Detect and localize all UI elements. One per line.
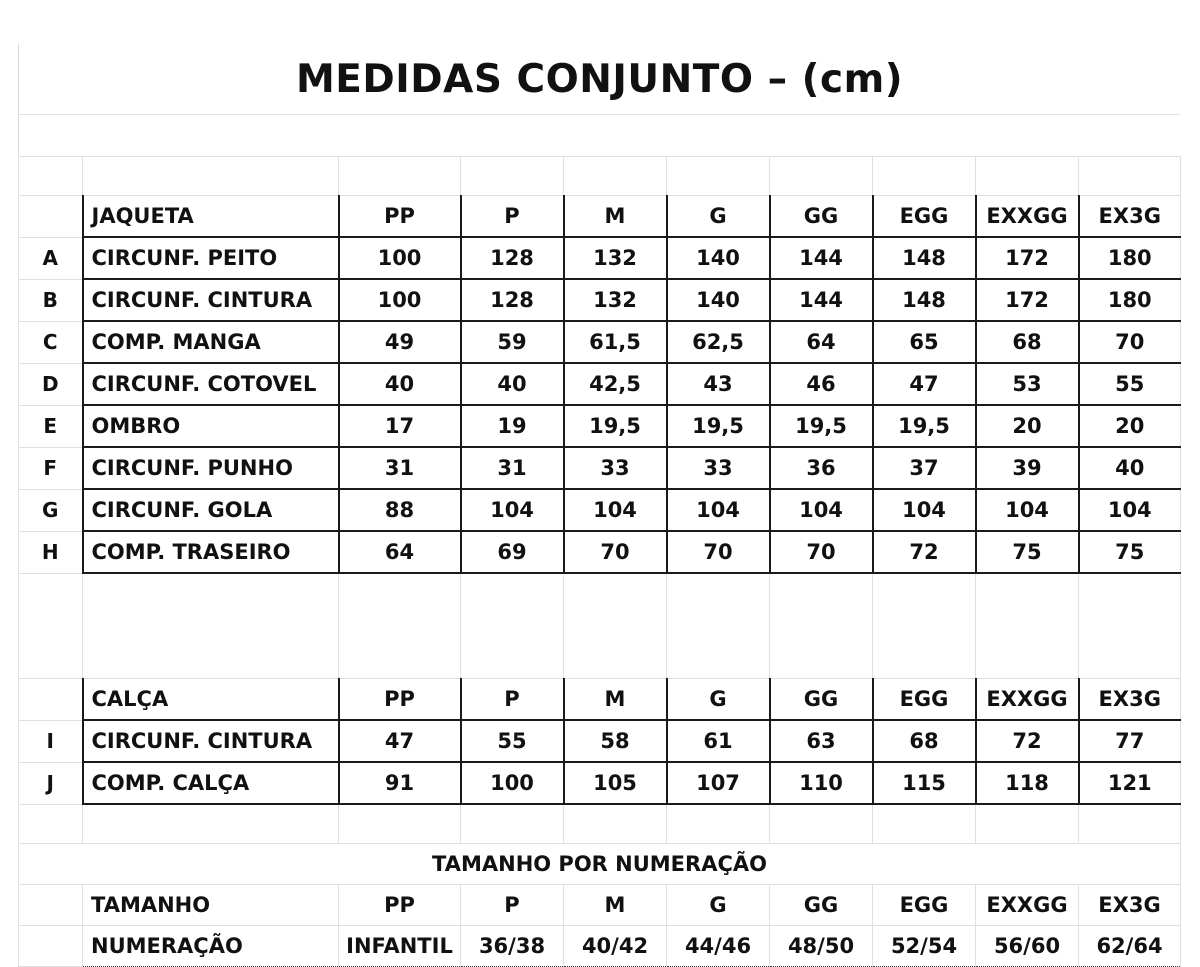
measure-value: 172 (976, 279, 1079, 321)
measure-value: 140 (667, 237, 770, 279)
empty-cell (19, 157, 83, 196)
letter-cell (19, 679, 83, 721)
measure-value: 17 (339, 405, 461, 447)
empty-cell (19, 804, 83, 844)
row-letter: I (19, 720, 83, 762)
measure-value: 128 (461, 237, 564, 279)
measure-value: 70 (1079, 321, 1181, 363)
table-row (19, 405, 1181, 447)
numeracao-value: 44/46 (667, 926, 770, 967)
empty-cell (564, 573, 667, 679)
size-table (18, 156, 1181, 967)
tamanho-value: EXXGG (976, 885, 1079, 926)
empty-cell (461, 804, 564, 844)
numeracao-value: 40/42 (564, 926, 667, 967)
row-letter: C (19, 321, 83, 363)
row-letter: A (19, 237, 83, 279)
size-header-gg: GG (770, 196, 873, 238)
size-header-ex3g: EX3G (1079, 196, 1181, 238)
measure-label: CIRCUNF. PUNHO (83, 447, 339, 489)
measure-value: 33 (667, 447, 770, 489)
size-header-egg: EGG (873, 196, 976, 238)
table-row (19, 237, 1181, 279)
measure-value: 91 (339, 762, 461, 804)
measure-value: 40 (461, 363, 564, 405)
calca-header-label: CALÇA (83, 679, 339, 721)
measure-value: 37 (873, 447, 976, 489)
measure-value: 72 (873, 531, 976, 573)
empty-cell (83, 157, 339, 196)
measure-value: 19,5 (667, 405, 770, 447)
measure-value: 20 (976, 405, 1079, 447)
measure-value: 69 (461, 531, 564, 573)
row-letter: B (19, 279, 83, 321)
measure-value: 105 (564, 762, 667, 804)
table-row (19, 363, 1181, 405)
measure-value: 128 (461, 279, 564, 321)
tamanho-value: PP (339, 885, 461, 926)
measure-value: 140 (667, 279, 770, 321)
table-row (19, 447, 1181, 489)
numeracao-value: 36/38 (461, 926, 564, 967)
measure-value: 62,5 (667, 321, 770, 363)
empty-cell (770, 573, 873, 679)
size-header-pp: PP (339, 196, 461, 238)
letter-cell (19, 196, 83, 238)
size-header-exxgg: EXXGG (976, 196, 1079, 238)
measure-value: 70 (564, 531, 667, 573)
measure-value: 49 (339, 321, 461, 363)
measure-value: 104 (564, 489, 667, 531)
measure-value: 36 (770, 447, 873, 489)
table-row (19, 279, 1181, 321)
tamanho-value: GG (770, 885, 873, 926)
size-header-p: P (461, 679, 564, 721)
measure-value: 121 (1079, 762, 1181, 804)
measure-value: 61,5 (564, 321, 667, 363)
jaqueta-header-row (19, 196, 1181, 238)
empty-cell (976, 804, 1079, 844)
tamanho-label: TAMANHO (83, 885, 339, 926)
empty-cell (83, 573, 339, 679)
measure-value: 68 (976, 321, 1079, 363)
numeracao-value: INFANTIL (339, 926, 461, 967)
measure-value: 172 (976, 237, 1079, 279)
row-letter: E (19, 405, 83, 447)
tamanho-value: G (667, 885, 770, 926)
measure-value: 107 (667, 762, 770, 804)
row-letter: F (19, 447, 83, 489)
size-header-g: G (667, 196, 770, 238)
empty-cell (1079, 804, 1181, 844)
row-letter: G (19, 489, 83, 531)
table-row (19, 489, 1181, 531)
table-row (19, 762, 1181, 804)
measure-value: 144 (770, 237, 873, 279)
measure-value: 70 (667, 531, 770, 573)
measure-value: 31 (461, 447, 564, 489)
measure-value: 68 (873, 720, 976, 762)
numeracao-section-title: TAMANHO POR NUMERAÇÃO (19, 844, 1181, 885)
size-header-p: P (461, 196, 564, 238)
empty-cell (83, 804, 339, 844)
measure-label: CIRCUNF. CINTURA (83, 720, 339, 762)
empty-cell (339, 573, 461, 679)
empty-cell (339, 157, 461, 196)
measure-value: 65 (873, 321, 976, 363)
measure-value: 70 (770, 531, 873, 573)
measure-value: 59 (461, 321, 564, 363)
blank-row (19, 804, 1181, 844)
numeracao-row (19, 926, 1181, 967)
measure-value: 19,5 (873, 405, 976, 447)
measure-value: 46 (770, 363, 873, 405)
tamanho-value: P (461, 885, 564, 926)
measure-value: 88 (339, 489, 461, 531)
measure-value: 104 (461, 489, 564, 531)
size-header-g: G (667, 679, 770, 721)
empty-cell (667, 157, 770, 196)
size-header-egg: EGG (873, 679, 976, 721)
measure-value: 148 (873, 237, 976, 279)
measure-value: 19 (461, 405, 564, 447)
measure-label: CIRCUNF. COTOVEL (83, 363, 339, 405)
measure-value: 132 (564, 237, 667, 279)
measure-value: 104 (667, 489, 770, 531)
size-header-ex3g: EX3G (1079, 679, 1181, 721)
row-letter: D (19, 363, 83, 405)
empty-cell (564, 157, 667, 196)
empty-cell (461, 157, 564, 196)
tamanho-row (19, 885, 1181, 926)
measure-value: 72 (976, 720, 1079, 762)
numeracao-value: 48/50 (770, 926, 873, 967)
table-row (19, 531, 1181, 573)
empty-cell (873, 573, 976, 679)
size-header-m: M (564, 196, 667, 238)
numeracao-value: 52/54 (873, 926, 976, 967)
measure-value: 53 (976, 363, 1079, 405)
row-letter: J (19, 762, 83, 804)
measure-value: 64 (339, 531, 461, 573)
empty-cell (1079, 157, 1181, 196)
measure-value: 115 (873, 762, 976, 804)
measure-value: 75 (976, 531, 1079, 573)
measure-value: 100 (339, 237, 461, 279)
letter-cell (19, 926, 83, 967)
numeracao-value: 56/60 (976, 926, 1079, 967)
empty-cell (667, 804, 770, 844)
size-header-pp: PP (339, 679, 461, 721)
blank-row (19, 573, 1181, 679)
tamanho-value: EX3G (1079, 885, 1181, 926)
measure-value: 40 (1079, 447, 1181, 489)
empty-cell (770, 804, 873, 844)
empty-cell (873, 804, 976, 844)
measure-value: 77 (1079, 720, 1181, 762)
tamanho-value: EGG (873, 885, 976, 926)
empty-cell (976, 573, 1079, 679)
measure-value: 100 (339, 279, 461, 321)
measure-value: 58 (564, 720, 667, 762)
measure-value: 118 (976, 762, 1079, 804)
row-letter: H (19, 531, 83, 573)
tamanho-value: M (564, 885, 667, 926)
numeracao-title-row (19, 844, 1181, 885)
empty-cell (19, 573, 83, 679)
measure-label: COMP. MANGA (83, 321, 339, 363)
measure-value: 104 (1079, 489, 1181, 531)
empty-cell (873, 157, 976, 196)
measure-value: 104 (873, 489, 976, 531)
numeracao-label: NUMERAÇÃO (83, 926, 339, 967)
measure-label: CIRCUNF. PEITO (83, 237, 339, 279)
empty-cell (667, 573, 770, 679)
size-header-m: M (564, 679, 667, 721)
measure-value: 180 (1079, 279, 1181, 321)
measure-value: 20 (1079, 405, 1181, 447)
calca-header-row (19, 679, 1181, 721)
measure-value: 47 (339, 720, 461, 762)
measure-value: 100 (461, 762, 564, 804)
numeracao-value: 62/64 (1079, 926, 1181, 967)
letter-cell (19, 885, 83, 926)
empty-cell (1079, 573, 1181, 679)
measure-value: 39 (976, 447, 1079, 489)
measure-value: 63 (770, 720, 873, 762)
measure-value: 132 (564, 279, 667, 321)
blank-row (19, 157, 1181, 196)
measure-value: 104 (976, 489, 1079, 531)
measure-label: COMP. TRASEIRO (83, 531, 339, 573)
size-chart-sheet (18, 44, 1180, 958)
measure-value: 64 (770, 321, 873, 363)
measure-value: 180 (1079, 237, 1181, 279)
size-table-body (19, 157, 1181, 967)
measure-value: 55 (1079, 363, 1181, 405)
measure-value: 40 (339, 363, 461, 405)
measure-value: 75 (1079, 531, 1181, 573)
empty-cell (564, 804, 667, 844)
measure-label: COMP. CALÇA (83, 762, 339, 804)
measure-value: 55 (461, 720, 564, 762)
measure-value: 19,5 (564, 405, 667, 447)
table-row (19, 720, 1181, 762)
measure-value: 144 (770, 279, 873, 321)
size-header-exxgg: EXXGG (976, 679, 1079, 721)
measure-label: CIRCUNF. GOLA (83, 489, 339, 531)
size-header-gg: GG (770, 679, 873, 721)
measure-label: CIRCUNF. CINTURA (83, 279, 339, 321)
measure-value: 43 (667, 363, 770, 405)
measure-value: 110 (770, 762, 873, 804)
jaqueta-header-label: JAQUETA (83, 196, 339, 238)
measure-value: 33 (564, 447, 667, 489)
table-row (19, 321, 1181, 363)
empty-cell (461, 573, 564, 679)
measure-value: 104 (770, 489, 873, 531)
measure-value: 42,5 (564, 363, 667, 405)
empty-cell (976, 157, 1079, 196)
measure-value: 61 (667, 720, 770, 762)
empty-cell (770, 157, 873, 196)
measure-value: 47 (873, 363, 976, 405)
empty-cell (339, 804, 461, 844)
measure-value: 31 (339, 447, 461, 489)
measure-value: 19,5 (770, 405, 873, 447)
measure-value: 148 (873, 279, 976, 321)
page-title: MEDIDAS CONJUNTO – (cm) (18, 44, 1180, 114)
measure-label: OMBRO (83, 405, 339, 447)
